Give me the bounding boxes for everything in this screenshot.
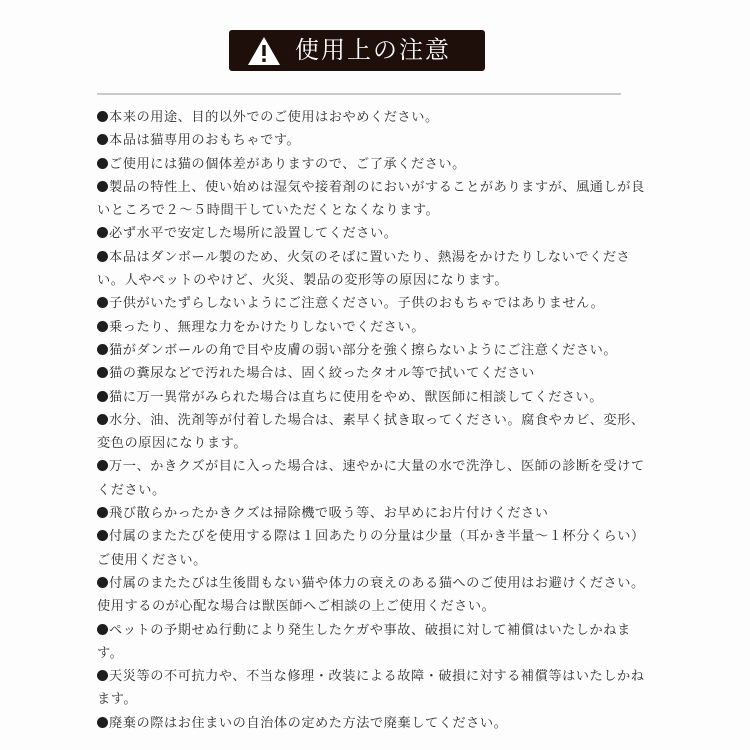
list-item: [97, 222, 657, 245]
bullet-icon: [97, 158, 108, 169]
list-item-text: 子供がいたずらしないようにご注意ください。子供のおもちゃではありません。: [109, 296, 605, 312]
bullet-icon: [97, 321, 108, 332]
list-item: [97, 246, 657, 293]
list-item: [97, 106, 657, 129]
list-item: [97, 525, 657, 572]
bullet-icon: [97, 367, 108, 378]
bullet-icon: [97, 297, 108, 308]
bullet-icon: [97, 577, 108, 588]
section-divider: [97, 93, 621, 95]
list-item-text: 猫に万一異常がみられた場合は直ちに使用をやめ、獣医師に相談してください。: [109, 389, 604, 405]
list-item-text: 乗ったり、無理な力をかけたりしないでください。: [109, 319, 425, 335]
list-item: [97, 386, 657, 409]
list-item-text: 万一、かきクズが目に入った場合は、速やかに大量の水で洗浄し、医師の診断を受けてください。: [97, 459, 645, 498]
list-item-text: 飛び散らかったかきクズは掃除機で吸う等、お早めにお片付けください: [109, 506, 549, 522]
list-item-text: 製品の特性上、使い始めは湿気や接着剤のにおいがすることがありますが、風通しが良いところで２～５時間干していただくとなくなります。: [97, 179, 645, 219]
list-item: [97, 619, 657, 666]
list-item: [97, 316, 657, 339]
list-item-text: 必ず水平で安定した場所に設置してください。: [109, 226, 398, 242]
list-item: [97, 455, 657, 502]
list-item-text: 猫の糞尿などで汚れた場合は、固く絞ったタオル等で拭いてください: [109, 366, 535, 382]
list-item-text: ご使用には猫の個体差がありますので、ご了承ください。: [109, 156, 466, 172]
bullet-icon: [97, 251, 108, 262]
bullet-icon: [97, 507, 108, 518]
list-item: [97, 572, 657, 619]
bullet-icon: [97, 530, 108, 541]
list-item: [97, 153, 657, 176]
list-item: [97, 339, 657, 362]
bullet-icon: [97, 460, 108, 471]
caution-list: [97, 106, 657, 735]
list-item-text: 廃棄の際はお住まいの自治体の定めた方法で廃棄してください。: [109, 715, 508, 731]
list-item: [97, 409, 657, 456]
list-item-text: 本来の用途、目的以外でのご使用はおやめください。: [109, 110, 439, 125]
list-item: [97, 502, 657, 525]
list-item-text: 付属のまたたびを使用する際は１回あたりの分量は少量（耳かき半量～１杯分くらい）ご使用ください。: [97, 529, 645, 568]
list-item-text: 付属のまたたびは生後間もない猫や体力の衰えのある猫へのご使用はお避けください。使用するのが心配な場合は獣医師へご相談の上ご使用ください。: [97, 575, 645, 615]
list-item-text: 猫がダンボールの角で目や皮膚の弱い部分を強く擦らないようにご注意ください。: [109, 342, 618, 358]
list-item-text: 水分、油、洗剤等が付着した場合は、素早く拭き取ってください。腐食やカビ、変形、変色の原因になります。: [97, 412, 645, 452]
bullet-icon: [97, 670, 108, 681]
bullet-icon: [97, 391, 108, 402]
list-item: [97, 362, 657, 385]
list-item-text: 本品はダンボール製のため、火気のそばに置いたり、熱湯をかけたりしないでください。人やペットのやけど、火災、製品の変形等の原因になります。: [97, 249, 631, 289]
list-item: [97, 176, 657, 223]
bullet-icon: [97, 717, 108, 728]
bullet-icon: [97, 414, 108, 425]
list-item: [97, 712, 657, 735]
bullet-icon: [97, 227, 108, 238]
warning-triangle-icon: [247, 36, 281, 66]
list-item-text: 天災等の不可抗力や、不当な修理・改装による故障・破損に対する補償等はいたしかねます。: [97, 669, 645, 708]
bullet-icon: [97, 111, 108, 122]
list-item: [97, 129, 657, 152]
list-item: [97, 292, 657, 315]
list-item: [97, 665, 657, 712]
bullet-icon: [97, 624, 108, 635]
caution-title-banner: [229, 30, 485, 71]
bullet-icon: [97, 181, 108, 192]
list-item-text: ペットの予期せぬ行動により発生したケガや事故、破損に対して補償はいたしかねます。: [97, 622, 631, 661]
bullet-icon: [97, 134, 108, 145]
list-item-text: 本品は猫専用のおもちゃです。: [109, 133, 301, 149]
bullet-icon: [97, 344, 108, 355]
page-title: 使用上の注意: [295, 36, 451, 64]
